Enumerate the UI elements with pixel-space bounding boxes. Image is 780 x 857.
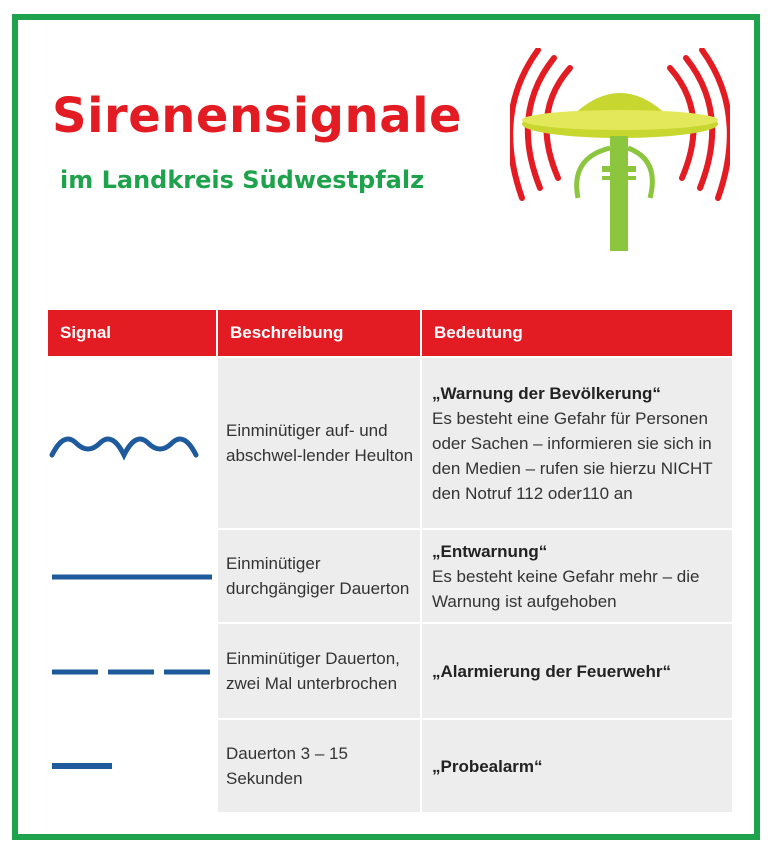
page-subtitle: im Landkreis Südwestpfalz [60,166,425,194]
header-bedeutung: Bedeutung [422,310,732,356]
meaning-title: „Probealarm“ [432,756,543,776]
solid-line-icon [48,530,216,622]
dashed-line-icon [48,624,216,718]
meaning-text: Es besteht eine Gefahr für Personen oder Sachen – informieren sie sich in den Medien – rufen sie hierzu NICHT den Notruf 112 oder110 an [432,408,713,503]
meaning-title: „Alarmierung der Feuerwehr“ [432,661,672,681]
signal-cell [48,530,216,622]
wave-line-icon [48,358,216,528]
siren-icon [510,48,730,258]
description-text: Einminütiger durchgängiger Dauerton [226,554,410,598]
description-text: Dauerton 3 – 15 Sekunden [226,744,348,788]
meaning-cell [422,530,732,622]
signal-cell [48,720,216,812]
description-cell [218,530,420,622]
meaning-cell [422,720,732,812]
description-text: Einminütiger auf- und abschwel-lender Heulton [226,421,414,465]
header-signal: Signal [48,310,216,356]
header-beschreibung: Beschreibung [218,310,420,356]
signal-cell [48,358,216,528]
description-cell [218,358,420,528]
meaning-title: „Entwarnung“ [432,541,548,561]
table-row [48,720,732,812]
description-text: Einminütiger Dauerton, zwei Mal unterbrochen [226,649,400,693]
table-row [48,624,732,718]
short-line-icon [48,720,216,812]
description-cell [218,624,420,718]
signal-cell [48,624,216,718]
meaning-title: „Warnung der Bevölkerung“ [432,383,661,403]
meaning-cell [422,358,732,528]
meaning-cell [422,624,732,718]
table-row [48,358,732,528]
description-cell [218,720,420,812]
meaning-text: Es besteht keine Gefahr mehr – die Warnung ist aufgehoben [432,566,700,611]
page-title: Sirenensignale [52,88,463,144]
table-row [48,530,732,622]
